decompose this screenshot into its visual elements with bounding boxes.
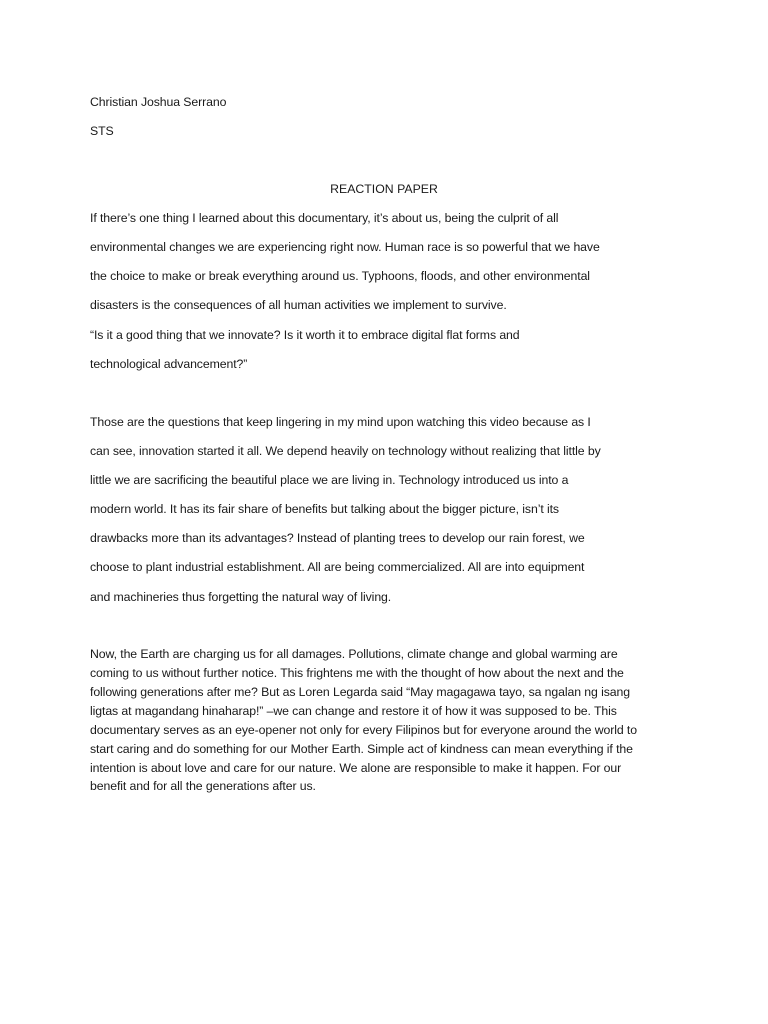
paragraph-2-line: can see, innovation started it all. We depend heavily on technology without realizing that little by [90, 444, 601, 458]
paragraph-1-line: technological advancement?” [90, 357, 248, 371]
paragraph-3-line: following generations after me? But as Loren Legarda said “May magagawa tayo, sa ngalan ng isang [90, 685, 631, 699]
paragraph-3-line: ligtas at magandang hinaharap!” –we can change and restore it of how it was supposed to be. This [90, 704, 617, 718]
paragraph-2-line: Those are the questions that keep lingering in my mind upon watching this video because as I [90, 415, 591, 429]
document-title: REACTION PAPER [330, 182, 438, 196]
subject-label: STS [90, 124, 114, 138]
paragraph-1-line: disasters is the consequences of all human activities we implement to survive. [90, 298, 507, 312]
paragraph-3-line: start caring and do something for our Mother Earth. Simple act of kindness can mean everything if the [90, 742, 633, 756]
paragraph-1-line: environmental changes we are experiencing right now. Human race is so powerful that we have [90, 240, 600, 254]
paragraph-3-line: benefit and for all the generations after us. [90, 779, 316, 793]
paragraph-2-line: modern world. It has its fair share of benefits but talking about the bigger picture, isn’t its [90, 502, 559, 516]
author-name: Christian Joshua Serrano [90, 95, 227, 109]
paragraph-2-line: drawbacks more than its advantages? Instead of planting trees to develop our rain forest, we [90, 531, 585, 545]
paragraph-3-line: intention is about love and care for our nature. We alone are responsible to make it happen. For our [90, 761, 622, 775]
paragraph-1-line: If there’s one thing I learned about this documentary, it’s about us, being the culprit of all [90, 211, 559, 225]
paragraph-3-line: documentary serves as an eye-opener not only for every Filipinos but for everyone around the world to [90, 723, 637, 737]
paragraph-2-line: choose to plant industrial establishment. All are being commercialized. All are into equipment [90, 560, 585, 574]
paragraph-2-line: little we are sacrificing the beautiful place we are living in. Technology introduced us into a [90, 473, 569, 487]
paragraph-3-line: coming to us without further notice. This frightens me with the thought of how about the next and the [90, 666, 624, 680]
paragraph-3-line: Now, the Earth are charging us for all damages. Pollutions, climate change and global warming are [90, 647, 618, 661]
paragraph-2-line: and machineries thus forgetting the natural way of living. [90, 590, 392, 604]
paragraph-1-line: “Is it a good thing that we innovate? Is it worth it to embrace digital flat forms and [90, 328, 520, 342]
paragraph-1-line: the choice to make or break everything around us. Typhoons, floods, and other environmental [90, 269, 590, 283]
